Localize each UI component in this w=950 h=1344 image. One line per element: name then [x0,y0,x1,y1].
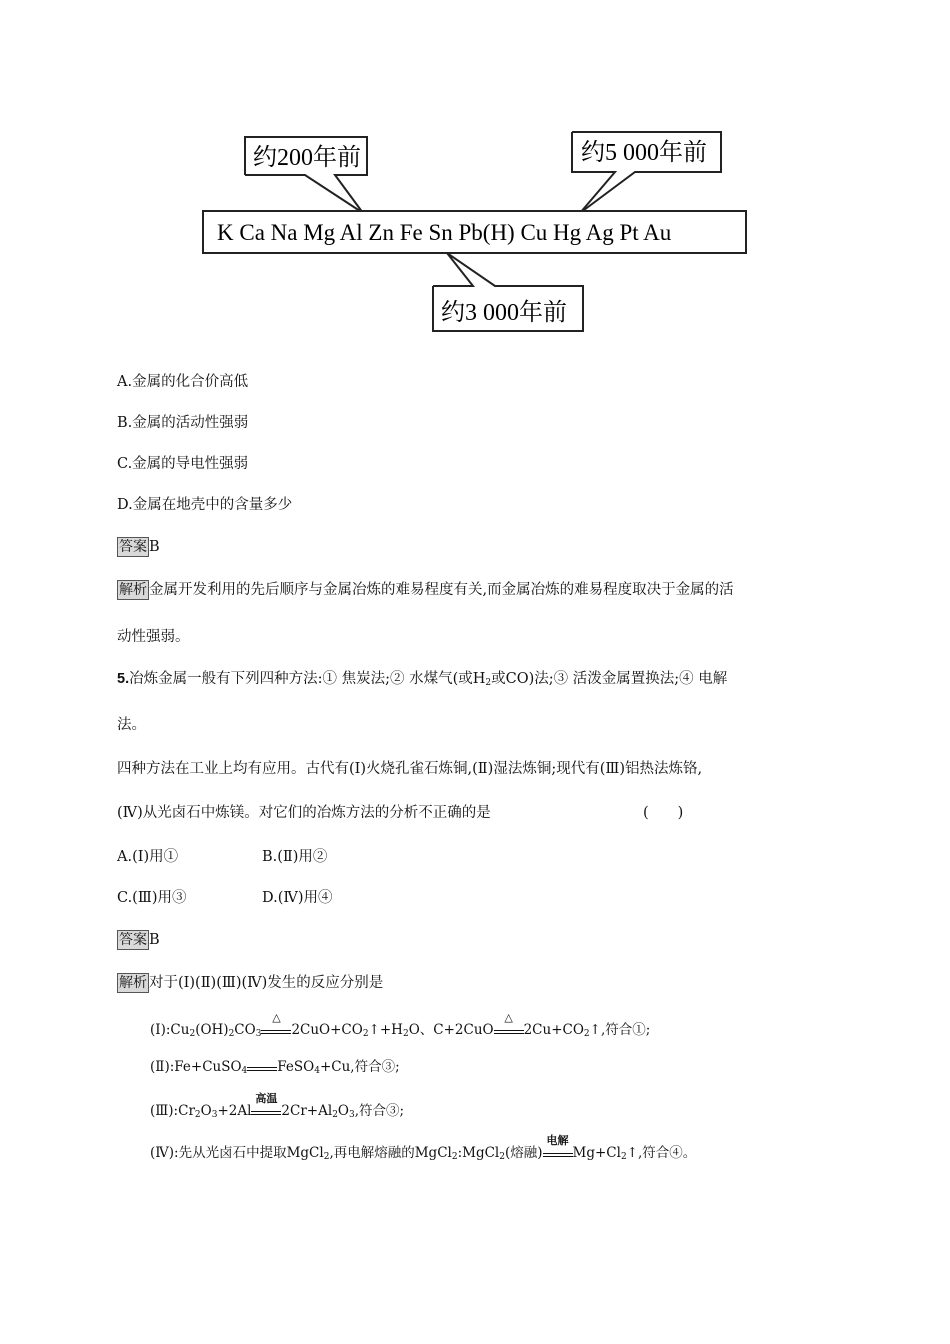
subscript: 3 [255,1029,262,1039]
subscript: 3 [211,1110,218,1120]
formula: ↑+H [368,1022,403,1038]
q4-analysis-line2: 动性强弱。 [117,629,190,645]
q4-option-b: B.金属的活动性强弱 [117,415,249,431]
q5-stem-line3: 四种方法在工业上均有应用。古代有(Ⅰ)火烧孔雀石炼铜,(Ⅱ)湿法炼铜;现代有(Ⅲ)铝热法炼铬, [117,761,703,777]
subscript: 2 [362,1029,369,1039]
equals-sign [247,1061,277,1075]
q4-analysis-line1 [117,580,734,600]
eq-label: (Ⅳ): [150,1145,179,1161]
subscript: 4 [314,1066,320,1076]
callout-5000-years [572,132,721,213]
analysis-text: 对于(Ⅰ)(Ⅱ)(Ⅲ)(Ⅳ)发生的反应分别是 [149,975,384,991]
q5-option-c: C.(Ⅲ)用③ [117,890,187,906]
formula: Cr [178,1103,195,1119]
q4-answer [117,537,160,557]
subscript: 4 [241,1066,248,1076]
formula: ,符合③; [354,1103,405,1119]
question-number: 5. [117,671,130,687]
q5-stem-line4: (Ⅳ)从光卤石中炼镁。对它们的冶炼方法的分析不正确的是 [117,805,491,821]
q4-option-c: C.金属的导电性强弱 [117,456,249,472]
analysis-tag: 解析 [119,582,147,598]
q5-answer [117,930,160,950]
subscript: 2 [620,1152,627,1162]
high-temp-condition-sign [251,1091,281,1119]
formula: 先从光卤石中提取MgCl [178,1145,324,1161]
subscript: 2 [228,1029,235,1039]
answer-value: B [149,932,160,948]
formula: ,再电解熔融的MgCl [329,1145,452,1161]
formula: ↑,符合①; [589,1022,651,1038]
callout-5000-label: 约5 000年前 [581,140,707,166]
subscript: 2 [402,1029,409,1039]
callout-3000-years [433,253,583,331]
electrolysis-condition-sign [543,1133,573,1161]
formula: +2Al [217,1103,252,1119]
q5-stem-line2: 法。 [117,717,146,733]
callout-3000-label: 约3 000年前 [441,300,567,326]
q5-option-a: A.(Ⅰ)用① [117,849,179,865]
equation-1 [150,1010,651,1044]
analysis-tag: 解析 [119,975,147,991]
formula: 2Cr+Al [281,1103,333,1119]
equation-3 [150,1091,405,1125]
q5-analysis-intro [117,973,383,993]
formula: O [337,1103,349,1119]
callout-200-label: 约200年前 [253,145,361,171]
subscript: 3 [349,1110,355,1120]
stem-text: 冶炼金属一般有下列四种方法:① 焦炭法;② 水煤气(或H [129,671,486,687]
answer-value: B [149,539,160,555]
callout-200-years [245,137,367,213]
analysis-text: 金属开发利用的先后顺序与金属冶炼的难易程度有关,而金属冶炼的难易程度取决于金属的活 [149,582,734,598]
formula: Mg+Cl [572,1145,621,1161]
eq-label: (Ⅱ): [150,1059,175,1075]
eq-label: (Ⅰ): [150,1022,171,1038]
formula: 2CuO+CO [291,1022,363,1038]
formula: (OH) [195,1022,229,1038]
formula: (熔融) [504,1145,543,1161]
heat-condition-sign [261,1010,291,1038]
subscript: 2 [189,1029,196,1039]
answer-paren: ( ) [643,805,684,821]
formula: ↑,符合④。 [626,1145,697,1161]
metal-activity-diagram [195,120,755,340]
activity-series-text: K Ca Na Mg Al Zn Fe Sn Pb(H) Cu Hg Ag Pt Au [217,220,672,245]
subscript: 2 [323,1152,330,1162]
formula: +Cu,符合③; [319,1059,400,1075]
answer-tag: 答案 [119,539,147,555]
subscript: 2 [583,1029,590,1039]
heat-icon: △ [272,1010,281,1024]
formula: 2Cu+CO [523,1022,584,1038]
q5-option-b: B.(Ⅱ)用② [262,849,328,865]
subscript: 2 [485,678,492,688]
subscript: 2 [332,1110,338,1120]
q5-option-d: D.(Ⅳ)用④ [262,890,333,906]
condition-text: 高温 [255,1091,278,1105]
heat-condition-sign [494,1010,524,1038]
q4-option-a: A.金属的化合价高低 [117,374,249,390]
subscript: 2 [499,1152,505,1162]
formula: Fe+CuSO [174,1059,242,1075]
stem-text: 或CO)法;③ 活泼金属置换法;④ 电解 [491,671,728,687]
formula: Cu [170,1022,190,1038]
condition-text: 电解 [546,1133,569,1147]
subscript: 2 [451,1152,458,1162]
formula: O、C+2CuO [408,1022,494,1038]
equation-2 [150,1057,400,1081]
q4-option-d: D.金属在地壳中的含量多少 [117,497,293,513]
formula: CO [234,1022,256,1038]
eq-label: (Ⅲ): [150,1103,179,1119]
heat-icon: △ [504,1010,513,1024]
formula: :MgCl [457,1145,500,1161]
formula: O [200,1103,212,1119]
formula: FeSO [277,1059,315,1075]
equation-4 [150,1133,697,1167]
subscript: 2 [194,1110,201,1120]
answer-tag: 答案 [119,932,147,948]
q5-stem-line1 [117,669,727,693]
activity-series-box [203,211,746,253]
